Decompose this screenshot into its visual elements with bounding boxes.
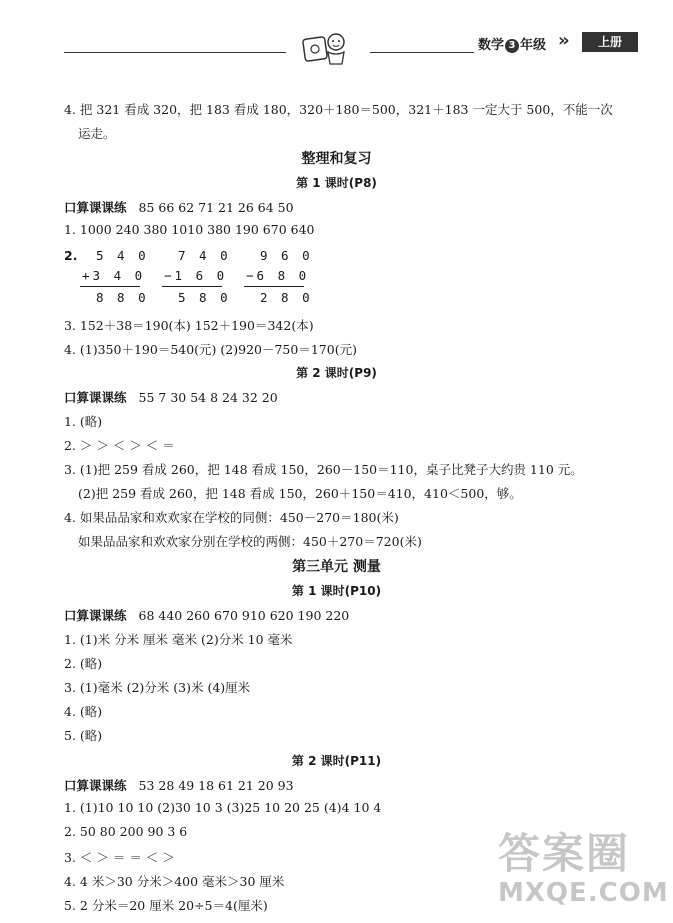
lesson-heading-p11: 第 2 课时(P11) (291, 754, 382, 768)
p9-q3-a: 3. (1)把 259 看成 260，把 148 看成 150，260－150＝110，桌子比凳子大约贵 110 元。 (64, 462, 583, 477)
lesson-heading-p9: 第 2 课时(P9) (296, 366, 377, 380)
oral-answers: 68 440 260 670 910 620 190 220 (138, 608, 350, 623)
oral-label: 口算课课练 (64, 608, 127, 623)
vc1-rule (80, 286, 140, 287)
vc2-rule (162, 286, 222, 287)
grade-suffix: 年级 (520, 38, 547, 53)
p10-q1: 1. (1)米 分米 厘米 毫米 (2)分米 10 毫米 (64, 632, 293, 647)
header-rule-left (64, 52, 286, 53)
header-subject (478, 34, 546, 53)
p8-q4: 4. (1)350＋190＝540(元) (2)920－750＝170(元) (64, 342, 357, 357)
lesson-heading-p8: 第 1 课时(P8) (296, 176, 377, 190)
vc3-rule (244, 286, 304, 287)
unit-heading-measurement: 第三单元 测量 (292, 559, 381, 575)
p8-q2-label: 2. (64, 248, 78, 263)
p11-q4: 4. 4 米＞30 分米＞400 毫米＞30 厘米 (64, 874, 285, 889)
p10-q5: 5. (略) (64, 728, 103, 743)
vc3-top: 9 6 0 (260, 248, 313, 263)
p8-q1: 1. 1000 240 380 1010 380 190 670 640 (64, 222, 315, 237)
p9-q1: 1. (略) (64, 414, 103, 429)
p10-q4: 4. (略) (64, 704, 103, 719)
vc2-top: 7 4 0 (178, 248, 231, 263)
header-rule-right (370, 52, 474, 53)
oral-answers: 53 28 49 18 61 21 20 93 (138, 778, 294, 793)
p10-oral-practice (64, 606, 349, 624)
p10-q2: 2. (略) (64, 656, 103, 671)
p8-oral-practice (64, 198, 294, 216)
q4-line1: 4. 把 321 看成 320，把 183 看成 180，320＋180＝500，321＋183 一定大于 500，不能一次 (64, 102, 613, 117)
oral-label: 口算课课练 (64, 200, 127, 215)
grade-number: 3 (505, 39, 519, 53)
p11-oral-practice (64, 776, 294, 794)
section-heading-review: 整理和复习 (301, 151, 372, 167)
subject-label: 数学 (478, 38, 505, 53)
oral-label: 口算课课练 (64, 778, 127, 793)
watermark-cn: 答案圈 (498, 829, 631, 878)
vc2-mid: −1 6 0 (164, 268, 228, 283)
lesson-heading-p10: 第 1 课时(P10) (291, 584, 382, 598)
p8-q3: 3. 152＋38＝190(本) 152＋190＝342(本) (64, 318, 314, 333)
header-emblem-icon (296, 26, 352, 70)
p10-q3: 3. (1)毫米 (2)分米 (3)米 (4)厘米 (64, 680, 251, 695)
oral-answers: 85 66 62 71 21 26 64 50 (138, 200, 294, 215)
p9-q4-a: 4. 如果品品家和欢欢家在学校的同侧：450－270＝180(米) (64, 510, 399, 525)
vc3-bot: 2 8 0 (260, 290, 313, 305)
vc1-bot: 8 8 0 (96, 290, 149, 305)
oral-label: 口算课课练 (64, 390, 127, 405)
p11-q1: 1. (1)10 10 10 (2)30 10 3 (3)25 10 20 25 (4)4 10 4 (64, 800, 382, 815)
p9-q2: 2. ＞ ＞ ＜ ＞ ＜ ＝ (64, 438, 175, 453)
p9-oral-practice (64, 388, 278, 406)
watermark-en: MXQE.COM (498, 878, 669, 908)
vc1-mid: +3 4 0 (82, 268, 146, 283)
volume-badge: 上册 (582, 32, 638, 52)
q4-line2: 运走。 (78, 126, 116, 141)
watermark-logo (498, 830, 673, 923)
p11-q2: 2. 50 80 200 90 3 6 (64, 824, 188, 839)
p9-q3-b: (2)把 259 看成 260，把 148 看成 150，260＋150＝410，410＜500，够。 (78, 486, 522, 501)
p9-q4-b: 如果品品家和欢欢家分别在学校的两侧：450＋270＝720(米) (78, 534, 422, 549)
p11-q3: 3. ＜ ＞ ＝ ＝ ＜ ＞ (64, 850, 175, 865)
vc3-mid: −6 8 0 (246, 268, 310, 283)
vc1-top: 5 4 0 (96, 248, 149, 263)
double-chevron-icon: » (558, 30, 570, 51)
vc2-bot: 5 8 0 (178, 290, 231, 305)
oral-answers: 55 7 30 54 8 24 32 20 (138, 390, 278, 405)
p11-q5: 5. 2 分米＝20 厘米 20÷5＝4(厘米) (64, 898, 268, 913)
